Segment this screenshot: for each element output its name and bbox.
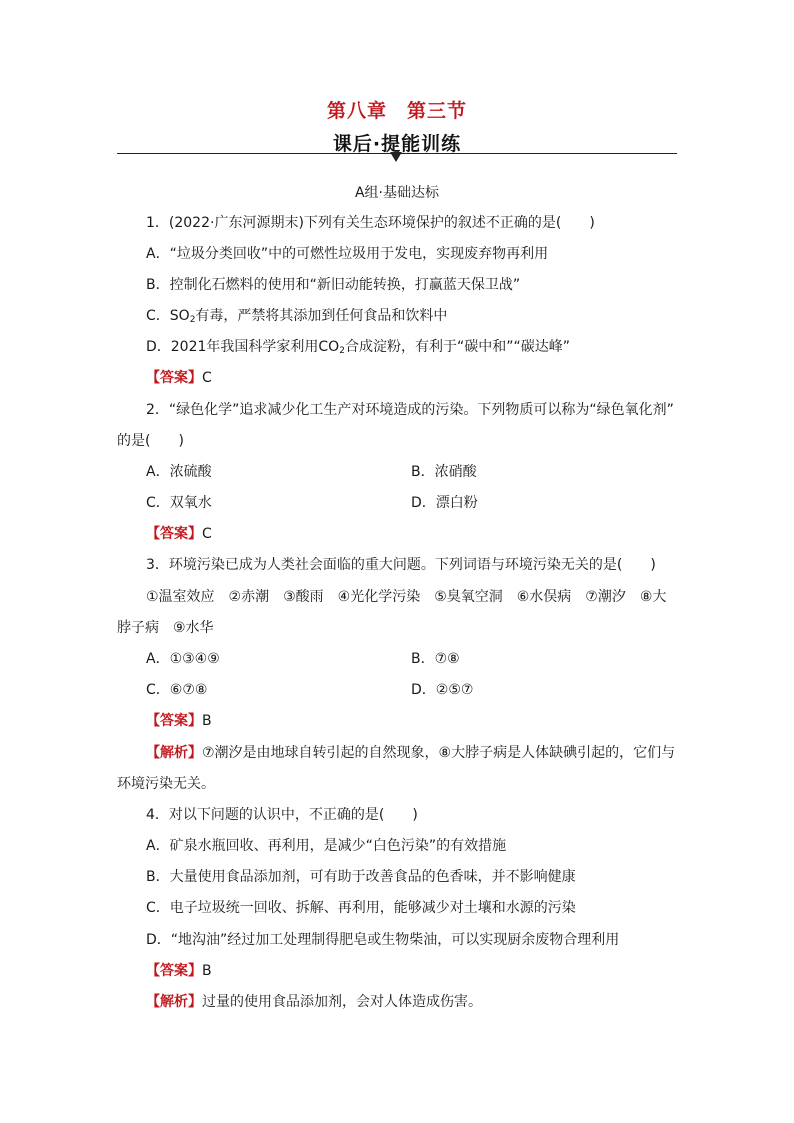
q4-analysis-text: 过量的使用食品添加剂，会对人体造成伤害。 [202, 994, 482, 1010]
group-title: A组·基础达标 [354, 185, 440, 201]
q1-option-a: A．“垃圾分类回收”中的可燃性垃圾用于发电，实现废弃物再利用 [146, 246, 549, 262]
q2-option-b: B．浓硝酸 [411, 464, 477, 480]
q3-option-c: C．⑥⑦⑧ [146, 682, 208, 698]
down-triangle-icon [390, 152, 402, 162]
q3-option-a: A．①③④⑨ [146, 651, 220, 667]
q3-answer [146, 711, 212, 731]
q4-answer [146, 961, 212, 981]
q2-answer [146, 524, 212, 544]
q1-answer-label: 【答案】 [146, 370, 202, 386]
q4-option-c: C．电子垃圾统一回收、拆解、再利用，能够减少对土壤和水源的污染 [146, 900, 576, 916]
q1-answer-value: C [202, 370, 212, 386]
q1-option-b: B．控制化石燃料的使用和“新旧动能转换，打赢蓝天保卫战” [146, 277, 521, 293]
q2-stem-line1: 2．“绿色化学”追求减少化工生产对环境造成的污染。下列物质可以称为“绿色氧化剂” [146, 402, 674, 418]
q3-answer-label: 【答案】 [146, 713, 202, 729]
q1-option-c-pre: C．SO [146, 308, 190, 324]
q3-option-b: B．⑦⑧ [411, 651, 460, 667]
q3-analysis-label: 【解析】 [146, 745, 202, 761]
q3-analysis-text: ⑦潮汐是由地球自转引起的自然现象，⑧大脖子病是人体缺碘引起的，它们与 [202, 745, 676, 761]
q4-answer-label: 【答案】 [146, 963, 202, 979]
q2-answer-label: 【答案】 [146, 526, 202, 542]
q4-option-b: B．大量使用食品添加剂，可有助于改善食品的色香味，并不影响健康 [146, 869, 576, 885]
q3-stem: 3．环境污染已成为人类社会面临的重大问题。下列词语与环境污染无关的是( ) [146, 557, 656, 573]
q2-option-a: A．浓硫酸 [146, 464, 212, 480]
q1-option-c [146, 306, 447, 330]
q3-analysis-line1 [146, 743, 675, 763]
section-subtitle: 课后·提能训练 [332, 133, 462, 155]
q3-items-line1: ①温室效应 ②赤潮 ③酸雨 ④光化学污染 ⑤臭氧空洞 ⑥水俣病 ⑦潮汐 ⑧大 [146, 589, 667, 605]
q2-option-d: D．漂白粉 [411, 495, 478, 511]
q3-analysis-line2: 环境污染无关。 [117, 776, 215, 792]
q1-stem: 1．(2022·广东河源期末)下列有关生态环境保护的叙述不正确的是( ) [146, 215, 595, 231]
q3-items-line2: 脖子病 ⑨水华 [117, 620, 214, 636]
q2-option-c: C．双氧水 [146, 495, 212, 511]
q4-stem: 4．对以下问题的认识中，不正确的是( ) [146, 807, 418, 823]
q1-option-d-pre: D．2021年我国科学家利用CO [146, 339, 340, 355]
q2-answer-value: C [202, 526, 212, 542]
q1-option-c-sub: 2 [189, 315, 196, 325]
q1-option-d-sub: 2 [339, 346, 345, 356]
q1-answer [146, 368, 212, 388]
q4-option-d: D．“地沟油”经过加工处理制得肥皂或生物柴油，可以实现厨余废物合理利用 [146, 932, 620, 948]
q4-option-a: A．矿泉水瓶回收、再利用，是减少“白色污染”的有效措施 [146, 838, 507, 854]
q3-option-d: D．②⑤⑦ [411, 682, 474, 698]
q4-analysis [146, 992, 482, 1012]
q3-answer-value: B [202, 713, 212, 729]
q2-stem-line2: 的是( ) [117, 433, 184, 449]
q4-analysis-label: 【解析】 [146, 994, 202, 1010]
q1-option-d-post: 合成淀粉，有利于“碳中和”“碳达峰” [344, 339, 570, 355]
q1-option-c-post: 有毒，严禁将其添加到任何食品和饮料中 [195, 308, 448, 324]
q1-option-d [146, 337, 570, 361]
q4-answer-value: B [202, 963, 212, 979]
chapter-heading: 第八章 第三节 [326, 100, 467, 122]
